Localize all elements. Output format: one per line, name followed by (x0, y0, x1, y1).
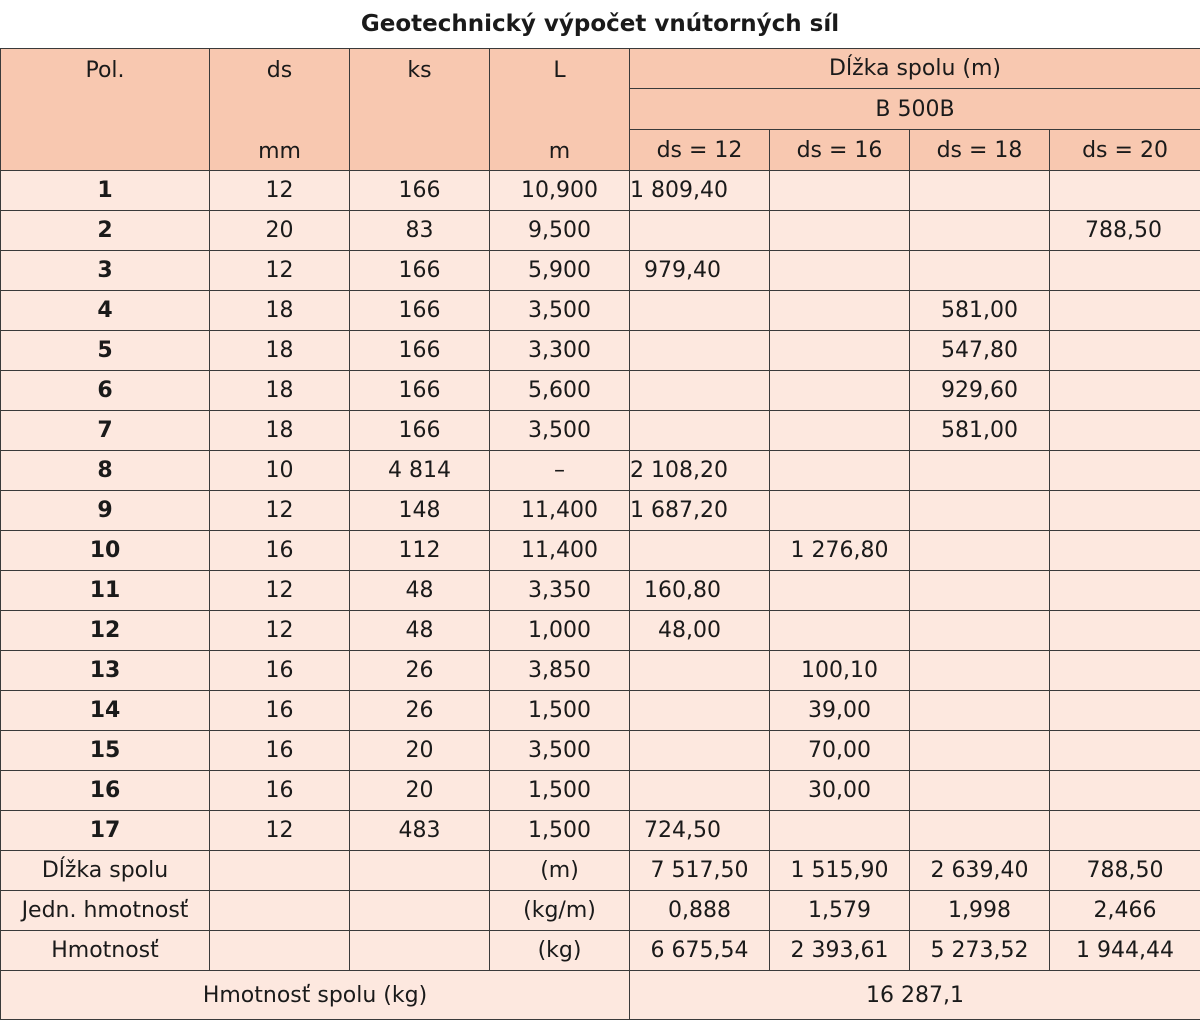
summary-ds12: 6 675,54 (630, 931, 770, 971)
row-length: 3,300 (490, 331, 630, 371)
row-ds: 12 (210, 811, 350, 851)
table-row (1, 371, 1200, 411)
row-ds16 (770, 371, 910, 411)
row-ks: 166 (350, 331, 490, 371)
row-ds12 (630, 731, 770, 771)
table-row (1, 611, 1200, 651)
row-length: 3,500 (490, 731, 630, 771)
row-length: 11,400 (490, 531, 630, 571)
row-pol: 5 (1, 331, 210, 371)
total-label: Hmotnosť spolu (kg) (1, 971, 630, 1020)
row-ds18: 929,60 (910, 371, 1050, 411)
summary-ds20: 2,466 (1050, 891, 1200, 931)
row-ds18 (910, 611, 1050, 651)
summary-ds20: 1 944,44 (1050, 931, 1200, 971)
header-L (490, 49, 630, 171)
row-ds: 18 (210, 291, 350, 331)
summary-empty (210, 851, 350, 891)
row-ds12 (630, 691, 770, 731)
row-ds20 (1050, 571, 1200, 611)
row-length: 1,000 (490, 611, 630, 651)
summary-row (1, 891, 1200, 931)
row-length: 10,900 (490, 171, 630, 211)
row-ds: 12 (210, 571, 350, 611)
header-total-length: Dĺžka spolu (m) (630, 49, 1200, 89)
table-row (1, 771, 1200, 811)
row-length: 3,850 (490, 651, 630, 691)
row-pol: 17 (1, 811, 210, 851)
header-col-ds12: ds = 12 (630, 130, 770, 171)
row-ds12: 160,80 (630, 571, 770, 611)
row-pol: 9 (1, 491, 210, 531)
row-length: 3,500 (490, 291, 630, 331)
table-row (1, 531, 1200, 571)
row-length: 5,600 (490, 371, 630, 411)
summary-unit: (kg/m) (490, 891, 630, 931)
row-pol: 3 (1, 251, 210, 291)
summary-ds18: 5 273,52 (910, 931, 1050, 971)
row-ds16 (770, 451, 910, 491)
row-pol: 10 (1, 531, 210, 571)
row-length: 3,350 (490, 571, 630, 611)
total-row (1, 971, 1200, 1020)
summary-label: Dĺžka spolu (1, 851, 210, 891)
header-L-unit: m (548, 139, 571, 164)
table-summary (1, 851, 1200, 971)
row-ds18 (910, 691, 1050, 731)
row-pol: 15 (1, 731, 210, 771)
row-ds20 (1050, 411, 1200, 451)
row-ds16: 100,10 (770, 651, 910, 691)
row-ds16: 1 276,80 (770, 531, 910, 571)
row-ds: 16 (210, 531, 350, 571)
row-ds: 12 (210, 611, 350, 651)
row-ds: 16 (210, 691, 350, 731)
row-ds16 (770, 571, 910, 611)
table-row (1, 811, 1200, 851)
row-ks: 166 (350, 371, 490, 411)
summary-ds18: 1,998 (910, 891, 1050, 931)
row-ds16 (770, 811, 910, 851)
row-ds12: 724,50 (630, 811, 770, 851)
row-ds18: 581,00 (910, 411, 1050, 451)
row-ds12 (630, 291, 770, 331)
header-ds-unit: mm (258, 139, 301, 164)
table-title: Geotechnický výpočet vnútorných síl (360, 11, 840, 37)
row-ks: 148 (350, 491, 490, 531)
row-ds12: 1 687,20 (630, 491, 770, 531)
row-ds18 (910, 651, 1050, 691)
row-ds18 (910, 251, 1050, 291)
row-ds20 (1050, 531, 1200, 571)
row-ds12 (630, 771, 770, 811)
row-ks: 26 (350, 691, 490, 731)
row-ds: 18 (210, 411, 350, 451)
row-ks: 20 (350, 731, 490, 771)
row-ds16 (770, 211, 910, 251)
row-length: 5,900 (490, 251, 630, 291)
header-ds-label: ds (266, 58, 293, 83)
row-ds12: 1 809,40 (630, 171, 770, 211)
table-row (1, 331, 1200, 371)
row-ks: 112 (350, 531, 490, 571)
summary-ds20: 788,50 (1050, 851, 1200, 891)
row-length: – (490, 451, 630, 491)
row-ds18 (910, 171, 1050, 211)
row-ds20 (1050, 731, 1200, 771)
row-ks: 166 (350, 411, 490, 451)
table-row (1, 451, 1200, 491)
summary-label: Jedn. hmotnosť (1, 891, 210, 931)
table-row (1, 691, 1200, 731)
summary-ds12: 0,888 (630, 891, 770, 931)
row-pol: 8 (1, 451, 210, 491)
summary-row (1, 931, 1200, 971)
header-ks: ks (350, 49, 490, 171)
row-ds12: 2 108,20 (630, 451, 770, 491)
table-row (1, 731, 1200, 771)
header-pol: Pol. (1, 49, 210, 171)
row-ds18 (910, 771, 1050, 811)
table-row (1, 571, 1200, 611)
header-col-ds18: ds = 18 (910, 130, 1050, 171)
summary-row (1, 851, 1200, 891)
row-pol: 4 (1, 291, 210, 331)
row-ds18 (910, 571, 1050, 611)
row-ds20 (1050, 451, 1200, 491)
row-ks: 83 (350, 211, 490, 251)
row-ds20 (1050, 491, 1200, 531)
row-ds12 (630, 331, 770, 371)
table-row (1, 171, 1200, 211)
row-ds16: 30,00 (770, 771, 910, 811)
row-ds20: 788,50 (1050, 211, 1200, 251)
row-pol: 6 (1, 371, 210, 411)
summary-ds12: 7 517,50 (630, 851, 770, 891)
summary-ds16: 1,579 (770, 891, 910, 931)
table-row (1, 411, 1200, 451)
row-ds20 (1050, 611, 1200, 651)
row-ds20 (1050, 811, 1200, 851)
row-ds12 (630, 651, 770, 691)
summary-unit: (kg) (490, 931, 630, 971)
summary-unit: (m) (490, 851, 630, 891)
summary-empty (350, 931, 490, 971)
row-ds12: 979,40 (630, 251, 770, 291)
row-ks: 26 (350, 651, 490, 691)
row-ks: 4 814 (350, 451, 490, 491)
row-ks: 483 (350, 811, 490, 851)
row-ds20 (1050, 371, 1200, 411)
summary-empty (350, 891, 490, 931)
row-ks: 48 (350, 611, 490, 651)
row-ds12 (630, 211, 770, 251)
row-ds18 (910, 211, 1050, 251)
header-ds (210, 49, 350, 171)
row-ds18 (910, 531, 1050, 571)
row-ks: 166 (350, 291, 490, 331)
table-row (1, 291, 1200, 331)
row-pol: 7 (1, 411, 210, 451)
row-ds12 (630, 411, 770, 451)
table-row (1, 211, 1200, 251)
summary-ds16: 2 393,61 (770, 931, 910, 971)
row-ds16: 39,00 (770, 691, 910, 731)
row-pol: 2 (1, 211, 210, 251)
row-ds16 (770, 171, 910, 211)
summary-ds16: 1 515,90 (770, 851, 910, 891)
row-pol: 11 (1, 571, 210, 611)
row-pol: 13 (1, 651, 210, 691)
row-ds12: 48,00 (630, 611, 770, 651)
row-ks: 48 (350, 571, 490, 611)
row-ds18 (910, 491, 1050, 531)
row-length: 11,400 (490, 491, 630, 531)
row-ds: 16 (210, 731, 350, 771)
row-ds16 (770, 331, 910, 371)
row-ks: 166 (350, 251, 490, 291)
header-col-ds20: ds = 20 (1050, 130, 1200, 171)
row-ds18 (910, 451, 1050, 491)
row-ds16 (770, 611, 910, 651)
row-length: 9,500 (490, 211, 630, 251)
row-ds20 (1050, 691, 1200, 731)
row-pol: 14 (1, 691, 210, 731)
header-col-ds16: ds = 16 (770, 130, 910, 171)
row-length: 1,500 (490, 811, 630, 851)
row-ds18: 547,80 (910, 331, 1050, 371)
row-ds20 (1050, 651, 1200, 691)
row-ds12 (630, 531, 770, 571)
row-ds: 16 (210, 651, 350, 691)
row-ds: 10 (210, 451, 350, 491)
summary-ds18: 2 639,40 (910, 851, 1050, 891)
summary-empty (210, 931, 350, 971)
table-body (1, 171, 1200, 851)
row-ds16: 70,00 (770, 731, 910, 771)
table-row (1, 251, 1200, 291)
row-ds16 (770, 491, 910, 531)
row-ds18 (910, 731, 1050, 771)
header-steel-grade: B 500B (630, 89, 1200, 130)
header-L-label: L (553, 58, 566, 83)
row-ds: 16 (210, 771, 350, 811)
row-ds12 (630, 371, 770, 411)
row-ds: 12 (210, 171, 350, 211)
row-ds20 (1050, 291, 1200, 331)
summary-label: Hmotnosť (1, 931, 210, 971)
row-ds20 (1050, 171, 1200, 211)
row-ds20 (1050, 251, 1200, 291)
row-ds: 18 (210, 331, 350, 371)
row-ks: 166 (350, 171, 490, 211)
row-length: 3,500 (490, 411, 630, 451)
summary-empty (350, 851, 490, 891)
row-ds: 12 (210, 251, 350, 291)
table-row (1, 491, 1200, 531)
row-ds16 (770, 411, 910, 451)
rebar-table (0, 48, 1200, 1020)
row-ks: 20 (350, 771, 490, 811)
row-pol: 1 (1, 171, 210, 211)
total-value: 16 287,1 (630, 971, 1200, 1020)
row-ds18: 581,00 (910, 291, 1050, 331)
row-ds: 20 (210, 211, 350, 251)
row-ds20 (1050, 771, 1200, 811)
row-ds: 12 (210, 491, 350, 531)
row-ds16 (770, 251, 910, 291)
row-ds16 (770, 291, 910, 331)
summary-empty (210, 891, 350, 931)
table-header (1, 49, 1200, 171)
row-ds18 (910, 811, 1050, 851)
table-row (1, 651, 1200, 691)
row-pol: 12 (1, 611, 210, 651)
row-length: 1,500 (490, 771, 630, 811)
row-ds: 18 (210, 371, 350, 411)
row-ds20 (1050, 331, 1200, 371)
row-length: 1,500 (490, 691, 630, 731)
table-total (1, 971, 1200, 1020)
row-pol: 16 (1, 771, 210, 811)
